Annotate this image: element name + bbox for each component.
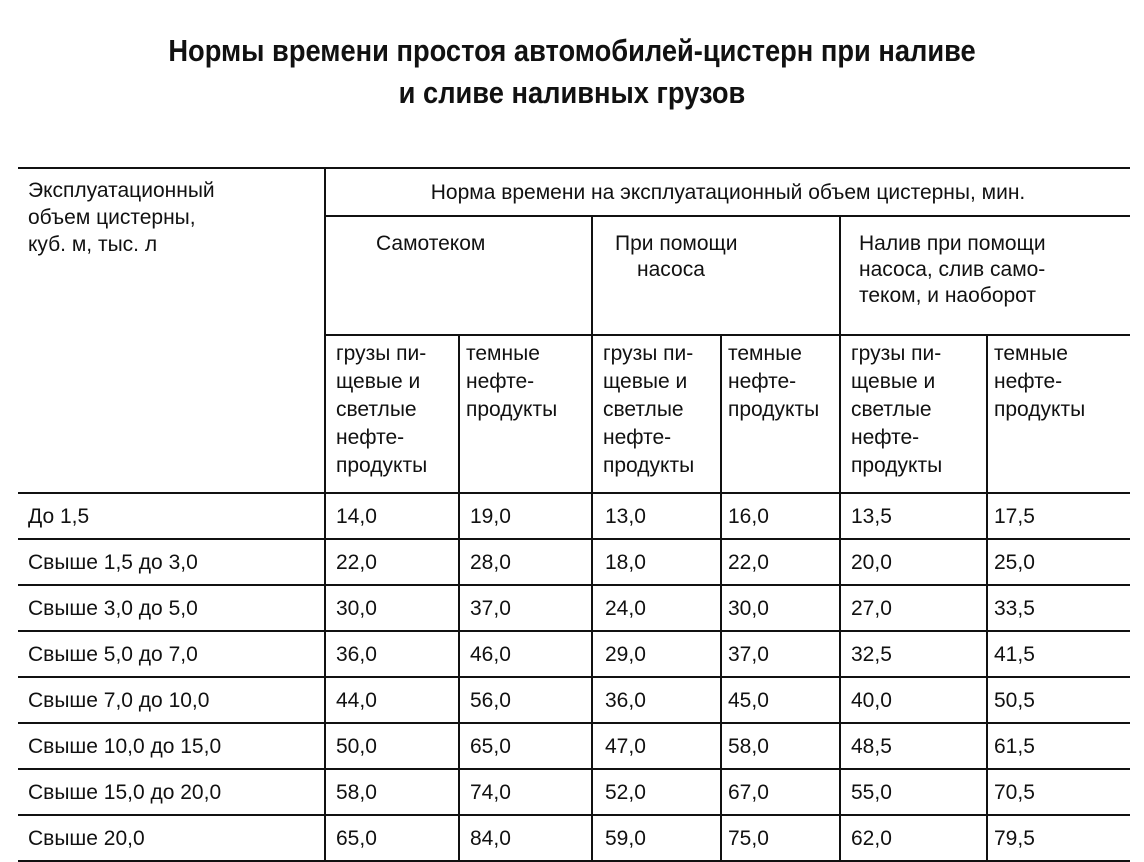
row-label: Свыше 20,0 — [18, 815, 325, 861]
table-cell: 50,5 — [987, 677, 1130, 723]
norm-header: Норма времени на эксплуатационный объем цистерны, мин. — [325, 168, 1130, 216]
subheader-food-light — [325, 335, 459, 493]
table-row — [18, 493, 1130, 539]
subheader-line: нефте- — [728, 370, 797, 393]
table-cell: 58,0 — [721, 723, 840, 769]
table-cell: 13,0 — [592, 493, 721, 539]
table-cell: 46,0 — [459, 631, 592, 677]
subheader-line: продукты — [728, 398, 820, 421]
title-line-1: Нормы времени простоя автомобилей-цистерн при наливе — [168, 33, 976, 68]
subheader-line: щевые и — [851, 370, 936, 393]
subheader-line: щевые и — [603, 370, 688, 393]
subheader-line: светлые — [603, 398, 684, 421]
subheader-line: светлые — [851, 398, 932, 421]
subheader-line: продукты — [336, 454, 428, 477]
table-cell: 67,0 — [721, 769, 840, 815]
subheader-line: продукты — [466, 398, 558, 421]
table-cell: 29,0 — [592, 631, 721, 677]
row-label: Свыше 15,0 до 20,0 — [18, 769, 325, 815]
table-row — [18, 539, 1130, 585]
table-cell: 45,0 — [721, 677, 840, 723]
subheader-line: продукты — [851, 454, 943, 477]
group-header-line: Налив при помощи — [859, 232, 1046, 255]
group-header-pump — [592, 216, 840, 335]
table-cell: 65,0 — [325, 815, 459, 861]
subheader-line: грузы пи- — [851, 342, 942, 365]
page-title — [69, 30, 1076, 114]
table-cell: 84,0 — [459, 815, 592, 861]
subheader-food-light — [592, 335, 721, 493]
subheader-line: темные — [994, 342, 1068, 365]
table-cell: 37,0 — [459, 585, 592, 631]
table-row — [18, 585, 1130, 631]
table-cell: 33,5 — [987, 585, 1130, 631]
table-cell: 65,0 — [459, 723, 592, 769]
subheader-dark — [987, 335, 1130, 493]
table-cell: 75,0 — [721, 815, 840, 861]
stub-header-line: объем цистерны, — [28, 206, 196, 229]
table-cell: 52,0 — [592, 769, 721, 815]
subheader-line: нефте- — [851, 426, 920, 449]
norms-table — [18, 167, 1130, 862]
table-cell: 19,0 — [459, 493, 592, 539]
stub-header — [18, 168, 325, 493]
row-label: Свыше 1,5 до 3,0 — [18, 539, 325, 585]
table-cell: 25,0 — [987, 539, 1130, 585]
group-header-gravity — [325, 216, 592, 335]
table-cell: 27,0 — [840, 585, 987, 631]
table-cell: 56,0 — [459, 677, 592, 723]
table-cell: 13,5 — [840, 493, 987, 539]
table-row — [18, 677, 1130, 723]
table-cell: 28,0 — [459, 539, 592, 585]
table-row — [18, 815, 1130, 861]
subheader-line: щевые и — [336, 370, 421, 393]
table-cell: 32,5 — [840, 631, 987, 677]
table-cell: 48,5 — [840, 723, 987, 769]
subheader-line: темные — [728, 342, 802, 365]
subheader-line: грузы пи- — [603, 342, 694, 365]
subheader-line: нефте- — [336, 426, 405, 449]
table-cell: 36,0 — [592, 677, 721, 723]
row-label: Свыше 5,0 до 7,0 — [18, 631, 325, 677]
group-header-line: При помощи — [615, 232, 738, 255]
table-cell: 30,0 — [721, 585, 840, 631]
stub-header-line: куб. м, тыс. л — [28, 233, 158, 256]
subheader-line: нефте- — [466, 370, 535, 393]
table-cell: 24,0 — [592, 585, 721, 631]
row-label: До 1,5 — [18, 493, 325, 539]
subheader-line: светлые — [336, 398, 417, 421]
table-cell: 36,0 — [325, 631, 459, 677]
table-row — [18, 631, 1130, 677]
table-cell: 16,0 — [721, 493, 840, 539]
table-row — [18, 769, 1130, 815]
table-cell: 20,0 — [840, 539, 987, 585]
table-cell: 37,0 — [721, 631, 840, 677]
table-cell: 41,5 — [987, 631, 1130, 677]
table-cell: 30,0 — [325, 585, 459, 631]
table-cell: 14,0 — [325, 493, 459, 539]
subheader-line: нефте- — [994, 370, 1063, 393]
table-cell: 17,5 — [987, 493, 1130, 539]
table-cell: 50,0 — [325, 723, 459, 769]
table-row — [18, 723, 1130, 769]
table-cell: 74,0 — [459, 769, 592, 815]
row-label: Свыше 3,0 до 5,0 — [18, 585, 325, 631]
header-row-1 — [18, 168, 1130, 216]
subheader-line: нефте- — [603, 426, 672, 449]
table-cell: 70,5 — [987, 769, 1130, 815]
table-cell: 55,0 — [840, 769, 987, 815]
subheader-line: грузы пи- — [336, 342, 427, 365]
subheader-dark — [459, 335, 592, 493]
table-cell: 58,0 — [325, 769, 459, 815]
subheader-line: продукты — [603, 454, 695, 477]
subheader-line: темные — [466, 342, 540, 365]
table-cell: 79,5 — [987, 815, 1130, 861]
table-cell: 61,5 — [987, 723, 1130, 769]
subheader-line: продукты — [994, 398, 1086, 421]
table-cell: 18,0 — [592, 539, 721, 585]
subheader-dark — [721, 335, 840, 493]
group-header-line: насоса, слив само- — [859, 258, 1046, 281]
table-cell: 22,0 — [721, 539, 840, 585]
table-cell: 22,0 — [325, 539, 459, 585]
stub-header-line: Эксплуатационный — [28, 179, 215, 202]
table-cell: 44,0 — [325, 677, 459, 723]
subheader-food-light — [840, 335, 987, 493]
row-label: Свыше 7,0 до 10,0 — [18, 677, 325, 723]
group-header-line: Самотеком — [376, 232, 486, 255]
table-cell: 59,0 — [592, 815, 721, 861]
title-line-2: и сливе наливных грузов — [398, 75, 746, 110]
table-cell: 47,0 — [592, 723, 721, 769]
group-header-line: насоса — [637, 258, 705, 281]
table-cell: 40,0 — [840, 677, 987, 723]
row-label: Свыше 10,0 до 15,0 — [18, 723, 325, 769]
table-cell: 62,0 — [840, 815, 987, 861]
group-header-mixed — [840, 216, 1130, 335]
group-header-line: теком, и наоборот — [859, 284, 1037, 307]
